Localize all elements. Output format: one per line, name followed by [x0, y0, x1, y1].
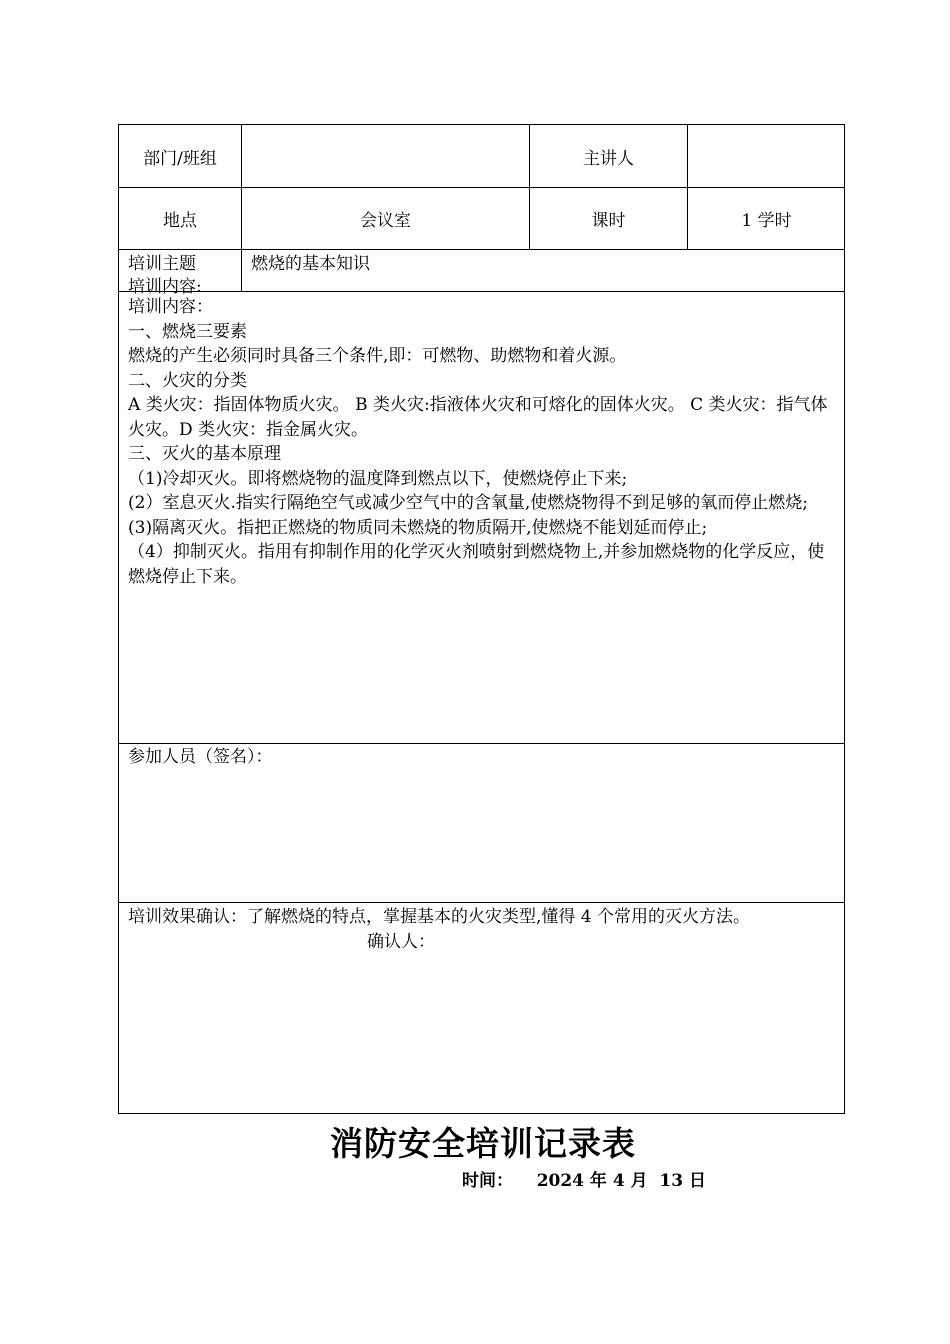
row-divider	[119, 743, 844, 744]
effect-confirmation[interactable]: 培训效果确认：了解燃烧的特点，掌握基本的火灾类型,懂得 4 个常用的灭火方法。	[128, 907, 751, 927]
dept-label: 部门/班组	[143, 148, 217, 169]
hours-value[interactable]: 1 学时	[741, 211, 792, 231]
row-divider	[119, 249, 844, 250]
speaker-value[interactable]	[688, 125, 845, 187]
row-divider	[119, 902, 844, 903]
topic-label-line2: 培训内容:	[128, 277, 202, 295]
hours-label: 课时	[591, 211, 626, 231]
content-line: 燃烧的产生必须同时具备三个条件,即：可燃物、助燃物和着火源。	[128, 346, 627, 366]
confirmer-label[interactable]: 确认人：	[367, 932, 435, 952]
speaker-label: 主讲人	[583, 148, 634, 169]
training-content[interactable]	[128, 295, 840, 589]
date-label: 时间：	[462, 1171, 513, 1191]
content-line: (2）室息灭火.指实行隔绝空气或减少空气中的含氧量,使燃烧物得不到足够的氧而停止燃烧;	[128, 493, 808, 513]
content-line: 三、灭火的基本原理	[128, 444, 281, 464]
content-line: 培训内容：	[128, 297, 213, 317]
content-line: (3)隔离灭火。指把正燃烧的物质同未燃烧的物质隔开,使燃烧不能划延而停止;	[128, 517, 708, 538]
location-label: 地点	[163, 211, 197, 231]
content-line: （1)冷却灭火。即将燃烧物的温度降到燃点以下，使燃烧停止下来;	[128, 468, 628, 489]
dept-value[interactable]	[242, 125, 529, 187]
content-line: 一、燃烧三要素	[128, 321, 247, 342]
training-record-form	[118, 124, 845, 1114]
content-line: 二、火灾的分类	[128, 370, 247, 391]
document-title: 消防安全培训记录表	[330, 1124, 636, 1163]
date-line	[462, 1166, 706, 1191]
topic-value[interactable]: 燃烧的基本知识	[251, 254, 370, 274]
topic-label	[128, 253, 238, 295]
content-line: A 类火灾：指固体物质火灾。 B 类火灾:指液体火灾和可熔化的固体火灾。 C 类火灾：指气体火灾。D 类火灾：指金属火灾。	[128, 395, 828, 440]
location-value[interactable]: 会议室	[360, 211, 411, 231]
date-value: 2024 年 4 月 13 日	[536, 1171, 706, 1191]
content-line: （4）抑制灭火。指用有抑制作用的化学灭火剂喷射到燃烧物上,并参加燃烧物的化学反应，使燃烧停止下来。	[128, 542, 825, 587]
topic-label-line1: 培训主题	[128, 254, 196, 274]
participants-label[interactable]: 参加人员（签名）：	[128, 747, 273, 767]
